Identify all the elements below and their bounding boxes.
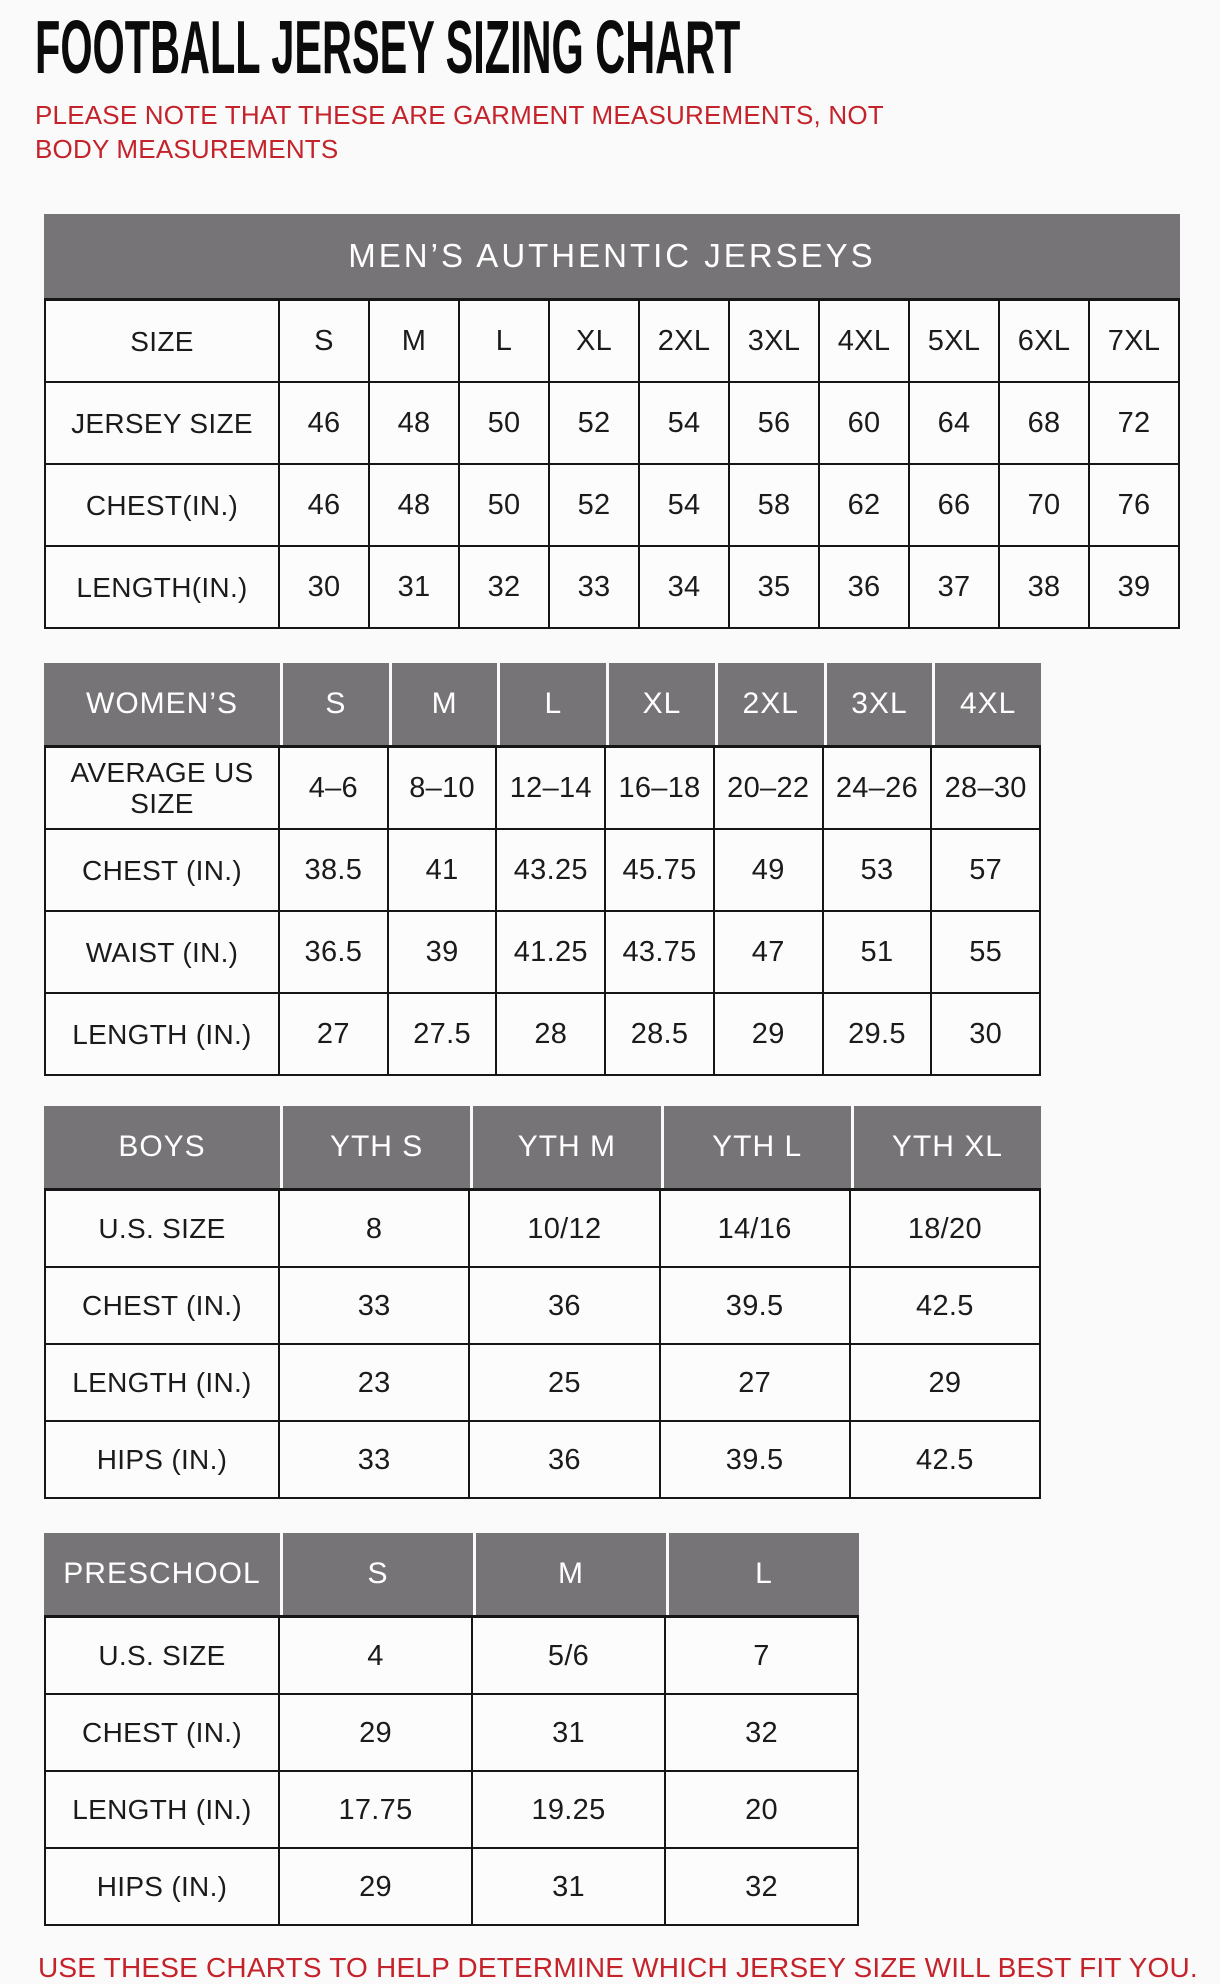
preschool-table-header-row	[44, 1533, 859, 1615]
mens-row-3-value-4: 34	[638, 547, 728, 627]
boys-row-3	[46, 1420, 1039, 1497]
boys-header-size-2: YTH L	[664, 1106, 851, 1188]
boys-header-size-0: YTH S	[283, 1106, 470, 1188]
womens-row-3-value-4: 29	[713, 994, 822, 1074]
womens-header-size-6: 4XL	[935, 663, 1041, 745]
mens-row-1-value-1: 48	[368, 383, 458, 463]
preschool-row-3-value-2: 32	[664, 1849, 857, 1924]
garment-measurements-note: PLEASE NOTE THAT THESE ARE GARMENT MEASUREMENTS, NOT BODY MEASUREMENTS	[35, 99, 884, 164]
preschool-row-3-value-0: 29	[278, 1849, 471, 1924]
mens-row-3-value-6: 36	[818, 547, 908, 627]
womens-row-0-value-5: 24–26	[822, 748, 931, 828]
womens-header-size-2: L	[500, 663, 606, 745]
boys-row-2-value-0: 23	[278, 1345, 468, 1420]
boys-row-0-value-3: 18/20	[849, 1191, 1039, 1266]
womens-row-3-value-1: 27.5	[387, 994, 496, 1074]
womens-header-size-5: 3XL	[827, 663, 933, 745]
womens-row-1-value-4: 49	[713, 830, 822, 910]
womens-row-2-value-4: 47	[713, 912, 822, 992]
boys-row-3-value-0: 33	[278, 1422, 468, 1497]
womens-row-1	[46, 828, 1039, 910]
boys-table	[44, 1106, 1041, 1499]
mens-row-1	[46, 381, 1178, 463]
preschool-row-3	[46, 1847, 857, 1924]
boys-table-header-row	[44, 1106, 1041, 1188]
boys-row-1	[46, 1266, 1039, 1343]
mens-row-0-value-5: 3XL	[728, 301, 818, 381]
preschool-row-1-label: CHEST (IN.)	[82, 1717, 242, 1749]
womens-row-0-value-4: 20–22	[713, 748, 822, 828]
womens-header-size-4: 2XL	[718, 663, 824, 745]
womens-row-0	[46, 748, 1039, 828]
preschool-row-2-value-2: 20	[664, 1772, 857, 1847]
mens-row-2-value-4: 54	[638, 465, 728, 545]
mens-row-0-value-9: 7XL	[1088, 301, 1178, 381]
boys-row-2-label: LENGTH (IN.)	[72, 1367, 252, 1399]
mens-row-0-value-2: L	[458, 301, 548, 381]
womens-table	[44, 663, 1041, 1076]
boys-row-0-value-2: 14/16	[659, 1191, 849, 1266]
preschool-header-size-2: L	[669, 1533, 859, 1615]
mens-row-0-value-1: M	[368, 301, 458, 381]
womens-row-3-value-6: 30	[930, 994, 1039, 1074]
boys-row-3-value-1: 36	[468, 1422, 658, 1497]
mens-row-3-value-2: 32	[458, 547, 548, 627]
womens-row-1-value-0: 38.5	[278, 830, 387, 910]
boys-row-1-value-1: 36	[468, 1268, 658, 1343]
boys-row-0-value-0: 8	[278, 1191, 468, 1266]
mens-row-2-value-2: 50	[458, 465, 548, 545]
mens-row-2-value-6: 62	[818, 465, 908, 545]
womens-row-0-value-6: 28–30	[930, 748, 1039, 828]
womens-row-2-value-6: 55	[930, 912, 1039, 992]
footer-note: USE THESE CHARTS TO HELP DETERMINE WHICH JERSEY SIZE WILL BEST FIT YOU.	[38, 1952, 1198, 1984]
womens-row-1-value-6: 57	[930, 830, 1039, 910]
mens-row-1-value-4: 54	[638, 383, 728, 463]
womens-row-3-value-2: 28	[495, 994, 604, 1074]
preschool-row-2-value-0: 17.75	[278, 1772, 471, 1847]
womens-table-header-row	[44, 663, 1041, 745]
boys-row-2	[46, 1343, 1039, 1420]
womens-header-size-1: M	[392, 663, 498, 745]
womens-row-1-label: CHEST (IN.)	[82, 854, 242, 886]
mens-row-3-value-5: 35	[728, 547, 818, 627]
mens-row-2-value-5: 58	[728, 465, 818, 545]
mens-table-header: MEN’S AUTHENTIC JERSEYS	[44, 214, 1180, 298]
boys-row-1-label: CHEST (IN.)	[82, 1290, 242, 1322]
preschool-header-label: PRESCHOOL	[44, 1533, 280, 1615]
womens-row-3	[46, 992, 1039, 1074]
boys-table-body	[44, 1188, 1041, 1499]
preschool-row-2-value-1: 19.25	[471, 1772, 664, 1847]
mens-row-2-value-1: 48	[368, 465, 458, 545]
mens-row-0-value-6: 4XL	[818, 301, 908, 381]
boys-row-1-value-2: 39.5	[659, 1268, 849, 1343]
womens-table-body	[44, 745, 1041, 1076]
boys-header-label: BOYS	[44, 1106, 280, 1188]
page-title: FOOTBALL JERSEY SIZING CHART	[35, 4, 741, 90]
boys-row-2-value-1: 25	[468, 1345, 658, 1420]
preschool-row-0-value-2: 7	[664, 1618, 857, 1693]
mens-authentic-jerseys-table	[44, 214, 1180, 629]
preschool-row-0-value-1: 5/6	[471, 1618, 664, 1693]
boys-row-3-value-3: 42.5	[849, 1422, 1039, 1497]
mens-row-2-value-0: 46	[278, 465, 368, 545]
boys-row-2-value-3: 29	[849, 1345, 1039, 1420]
mens-row-3-value-3: 33	[548, 547, 638, 627]
womens-row-2-value-0: 36.5	[278, 912, 387, 992]
mens-row-3-label: LENGTH(IN.)	[76, 571, 248, 603]
womens-row-0-value-1: 8–10	[387, 748, 496, 828]
mens-row-2-label: CHEST(IN.)	[85, 489, 239, 521]
preschool-row-0	[46, 1618, 857, 1693]
womens-row-0-value-0: 4–6	[278, 748, 387, 828]
preschool-row-1-value-1: 31	[471, 1695, 664, 1770]
womens-row-3-value-5: 29.5	[822, 994, 931, 1074]
preschool-row-1	[46, 1693, 857, 1770]
mens-row-0-value-0: S	[278, 301, 368, 381]
womens-row-1-value-1: 41	[387, 830, 496, 910]
womens-header-label: WOMEN’S	[44, 663, 280, 745]
preschool-row-2-label: LENGTH (IN.)	[72, 1794, 252, 1826]
mens-row-1-value-0: 46	[278, 383, 368, 463]
womens-row-1-value-5: 53	[822, 830, 931, 910]
mens-row-2-value-8: 70	[998, 465, 1088, 545]
womens-row-2-value-2: 41.25	[495, 912, 604, 992]
womens-row-3-value-3: 28.5	[604, 994, 713, 1074]
mens-row-2-value-9: 76	[1088, 465, 1178, 545]
womens-row-1-value-3: 45.75	[604, 830, 713, 910]
mens-row-1-value-9: 72	[1088, 383, 1178, 463]
mens-row-1-value-3: 52	[548, 383, 638, 463]
mens-row-3-value-1: 31	[368, 547, 458, 627]
womens-row-0-label: AVERAGE US SIZE	[70, 757, 254, 820]
boys-row-0	[46, 1191, 1039, 1266]
womens-row-3-value-0: 27	[278, 994, 387, 1074]
mens-row-3-value-7: 37	[908, 547, 998, 627]
preschool-header-size-0: S	[283, 1533, 473, 1615]
preschool-row-3-value-1: 31	[471, 1849, 664, 1924]
womens-row-0-value-3: 16–18	[604, 748, 713, 828]
preschool-row-1-value-2: 32	[664, 1695, 857, 1770]
womens-row-2	[46, 910, 1039, 992]
boys-header-size-3: YTH XL	[854, 1106, 1041, 1188]
mens-row-2-value-3: 52	[548, 465, 638, 545]
womens-row-2-value-3: 43.75	[604, 912, 713, 992]
preschool-row-1-value-0: 29	[278, 1695, 471, 1770]
mens-row-1-value-2: 50	[458, 383, 548, 463]
mens-row-1-label: JERSEY SIZE	[71, 407, 253, 439]
boys-header-size-1: YTH M	[473, 1106, 660, 1188]
mens-row-3-value-9: 39	[1088, 547, 1178, 627]
mens-row-2-value-7: 66	[908, 465, 998, 545]
mens-row-0-value-3: XL	[548, 301, 638, 381]
mens-row-1-value-7: 64	[908, 383, 998, 463]
boys-row-0-value-1: 10/12	[468, 1191, 658, 1266]
mens-row-1-value-6: 60	[818, 383, 908, 463]
boys-row-1-value-3: 42.5	[849, 1268, 1039, 1343]
mens-row-3	[46, 545, 1178, 627]
womens-row-2-value-5: 51	[822, 912, 931, 992]
mens-row-1-value-5: 56	[728, 383, 818, 463]
boys-row-3-value-2: 39.5	[659, 1422, 849, 1497]
preschool-row-3-label: HIPS (IN.)	[96, 1871, 228, 1903]
womens-row-0-value-2: 12–14	[495, 748, 604, 828]
preschool-row-0-value-0: 4	[278, 1618, 471, 1693]
mens-row-0-value-7: 5XL	[908, 301, 998, 381]
mens-row-0-label: SIZE	[130, 325, 194, 357]
womens-row-2-value-1: 39	[387, 912, 496, 992]
womens-row-1-value-2: 43.25	[495, 830, 604, 910]
preschool-row-0-label: U.S. SIZE	[98, 1640, 226, 1672]
mens-row-0-value-4: 2XL	[638, 301, 728, 381]
boys-row-1-value-0: 33	[278, 1268, 468, 1343]
preschool-header-size-1: M	[476, 1533, 666, 1615]
mens-table-body	[44, 298, 1180, 629]
mens-row-2	[46, 463, 1178, 545]
womens-header-size-3: XL	[609, 663, 715, 745]
womens-row-2-label: WAIST (IN.)	[85, 936, 239, 968]
boys-row-0-label: U.S. SIZE	[98, 1213, 226, 1245]
mens-row-0	[46, 301, 1178, 381]
womens-row-3-label: LENGTH (IN.)	[72, 1018, 252, 1050]
preschool-table	[44, 1533, 859, 1926]
mens-row-0-value-8: 6XL	[998, 301, 1088, 381]
mens-row-3-value-8: 38	[998, 547, 1088, 627]
boys-row-2-value-2: 27	[659, 1345, 849, 1420]
mens-row-3-value-0: 30	[278, 547, 368, 627]
boys-row-3-label: HIPS (IN.)	[96, 1444, 228, 1476]
womens-header-size-0: S	[283, 663, 389, 745]
preschool-table-body	[44, 1615, 859, 1926]
preschool-row-2	[46, 1770, 857, 1847]
mens-row-1-value-8: 68	[998, 383, 1088, 463]
